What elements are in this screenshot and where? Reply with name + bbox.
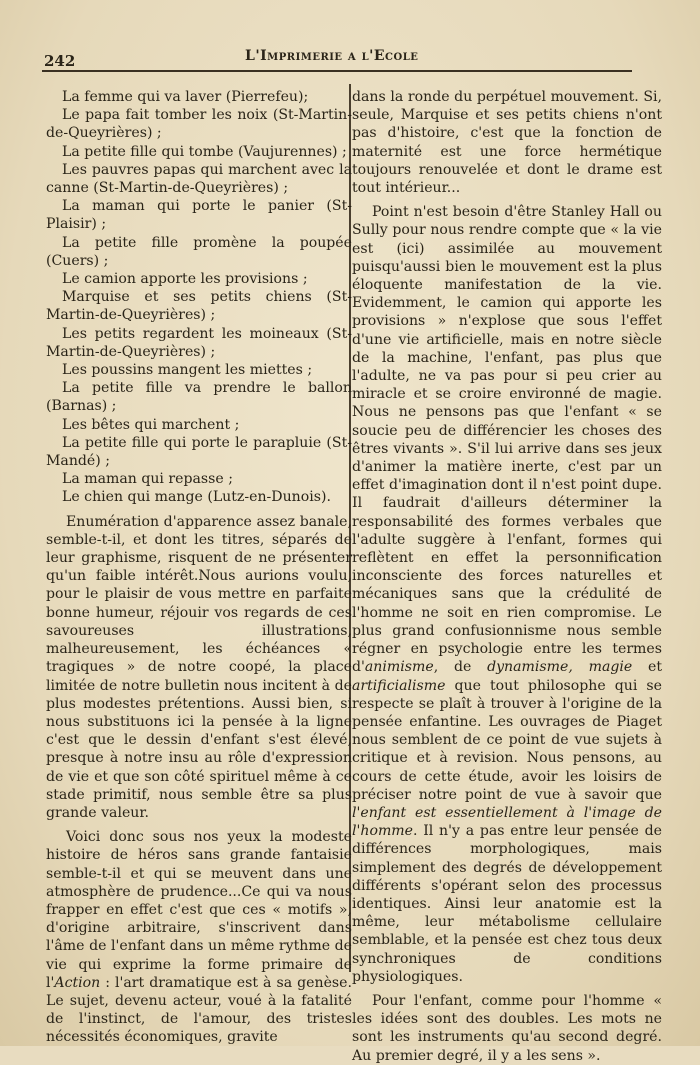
left-column: [46, 88, 352, 1047]
italic-text: dynamisme, magie: [487, 659, 633, 676]
italic-text: artificialisme: [352, 677, 446, 694]
list-item: Les pauvres papas qui marchent avec la canne (St-Martin-de-Queyrières) ;: [46, 161, 352, 197]
list-item: Le camion apporte les provisions ;: [62, 271, 308, 288]
running-title: L'Imprimerie a l'Ecole: [245, 48, 419, 64]
list-item: La petite fille va prendre le ballon (Barnas) ;: [46, 380, 352, 415]
list-item: Les poussins mangent les miettes ;: [62, 362, 313, 379]
text-run: . Il n'y a pas entre leur pensée de différences morphologiques, mais simplement des degrés de développement différents s'opérant selon des processus identiques. Ainsi leur anatomie est la même, leur métabolisme cellulaire semblable, et la pensée est chez tous deux synchroniques de conditions physiologiques.: [352, 823, 662, 985]
list-item: Les petits regardent les moineaux (St-Martin-de-Queyrières) ;: [46, 325, 352, 360]
right-column: [352, 88, 662, 1065]
list-item: Le chien qui mange (Lutz-en-Dunois).: [62, 489, 331, 506]
text-run: et: [632, 659, 662, 676]
italic-text: animisme: [364, 659, 434, 676]
drawing-title-list: [46, 88, 352, 507]
paragraph: Enumération d'apparence assez banale, semble-t-il, et dont les titres, séparés de leur graphisme, risquent de ne présenter qu'un faible intérêt.Nous aurions voulu, pour le plaisir de vous mettre en parfaite bonne humeur, réjouir vos regards de ces savoureuses illustrations, malheureusement, les échéances « tragiques » de notre coopé, la place limitée de notre bulletin nous incitent à de plus modestes prétentions. Aussi bien, si nous substituons ici la pensée à la ligne c'est que le dessin d'enfant s'est élevé, presque à notre insu au rôle d'expression de vie et que son côté spirituel même à ce stade primitif, nous semble être sa plus grande valeur.: [46, 513, 352, 821]
paragraph: [352, 203, 662, 986]
list-item: La maman qui repasse ;: [62, 471, 233, 488]
header-rule: [42, 70, 632, 72]
paragraph: Pour l'enfant, comme pour l'homme « les idées sont des doubles. Les mots ne sont les instruments qu'au second degré. Au premier degré, il y a les sens ».: [352, 992, 662, 1064]
paragraph: dans la ronde du perpétuel mouvement. Si, seule, Marquise et ses petits chiens n'ont pas d'histoire, c'est que la fonction de maternité est une force hermétique toujours renouvelée et dont le drame est tout intérieur...: [352, 89, 662, 197]
paragraph: [46, 828, 352, 1046]
italic-text: l'enfant est essentiellement à l'image de l'homme: [352, 804, 662, 840]
list-item: Le papa fait tomber les noix (St-Martin-de-Queyrières) ;: [46, 107, 352, 142]
text-run: : l'art dramatique est à sa genèse. Le sujet, devenu acteur, voué à la fatalité de l'instinct, de l'amour, des tristes nécessités économiques, gravite: [46, 974, 352, 1046]
text-run: Voici donc sous nos yeux la modeste histoire de héros sans grande fantaisie semble-t-il et qui se meuvent dans une atmosphère de prudence...Ce qui va nous frapper en effet c'est que ces « motifs », d'origine arbitraire, s'inscrivent dans l'âme de l'enfant dans un même rythme de vie qui exprime la forme primaire de l': [46, 829, 352, 991]
list-item: La maman qui porte le panier (St-Plaisir) ;: [46, 198, 352, 233]
text-run: Point n'est besoin d'être Stanley Hall ou Sully pour nous rendre compte que « la vie est (ici) assimilée au mouvement puisqu'aussi bien le mouvement est la plus éloquente manifestation de la vie. Evidemment, le camion qui apporte les provisions » n'explose que sous l'effet d'une vie artificielle, mais en notre siècle de la machine, l'enfant, pas plus que l'adulte, ne va pas pour si peu crier au miracle et se croire environné de magie. Nous ne pensons pas que l'enfant « se soucie peu de différencier les choses des êtres vivants ». S'il lui arrive dans ses jeux d'animer la matière inerte, c'est par un effet d'imagination dont il n'est point dupe. Il faudrait d'ailleurs déterminer la responsabilité des formes verbales que l'adulte suggère à l'enfant, formes qui reflètent en effet la personnification inconsciente des forces naturelles et mécaniques sans que la crédulité de l'homme ne soit en rien compromise. Le plus grand confusionnisme nous semble régner en psychologie entre les termes d': [352, 204, 662, 676]
list-item: La petite fille qui tombe (Vaujurennes) ;: [62, 143, 347, 160]
list-item: La femme qui va laver (Pierrefeu);: [62, 89, 309, 105]
text-run: que tout philosophe qui se respecte se plaît à trouver à l'origine de la pensée enfantine. Les ouvrages de Piaget nous semblent de ce point de vue sujets à critique et à revision. Nous pensons, au cours de cette étude, avoir les loisirs de préciser notre point de vue à savoir que: [352, 677, 662, 803]
page-number: 242: [44, 52, 76, 70]
list-item: La petite fille qui porte le parapluie (St-Mandé) ;: [46, 434, 352, 470]
list-item: La petite fille promène la poupée (Cuers) ;: [46, 234, 352, 269]
list-item: Les bêtes qui marchent ;: [62, 416, 240, 433]
list-item: Marquise et ses petits chiens (St-Martin-de-Queyrières) ;: [46, 289, 352, 324]
italic-text: Action: [54, 974, 101, 991]
text-run: , de: [433, 659, 488, 676]
